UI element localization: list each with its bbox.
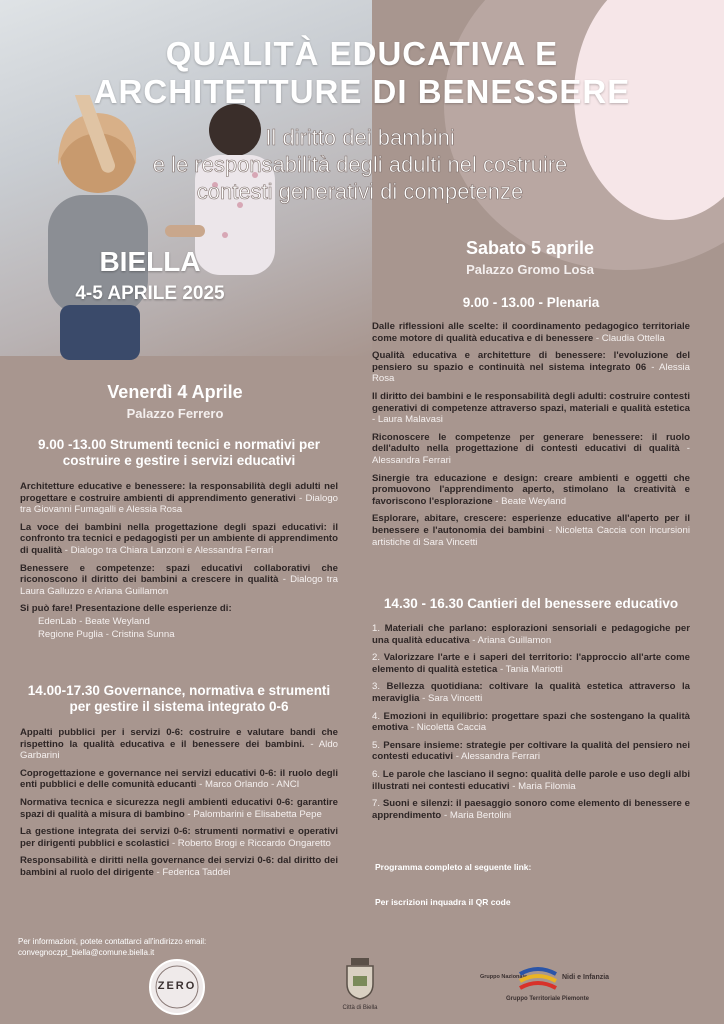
experience-item: Regione Puglia - Cristina Sunna: [38, 628, 175, 640]
program-item: Esplorare, abitare, crescere: esperienze educative all'aperto per il benessere e l'autonomia dei bambini - Nicoletta Caccia con incursioni artistiche di Sara Vincetti: [372, 513, 690, 548]
subtitle-line3: contesti generativi di competenze: [196, 179, 524, 204]
zero-logo: [148, 958, 206, 1016]
group-logo-left: Gruppo Nazionale: [480, 974, 528, 980]
workshop-item: 3. Bellezza quotidiana: coltivare la qualità estetica attraverso la meraviglia - Sara Vincetti: [372, 681, 690, 704]
group-logo-sub: Gruppo Territoriale Piemonte: [506, 996, 589, 1002]
workshop-item: 1. Materiali che parlano: esplorazioni sensoriali e pedagogiche per una qualità educativa - Ariana Guillamon: [372, 623, 690, 646]
subtitle-line1: Il diritto dei bambini: [265, 125, 455, 150]
saturday-session1: [372, 295, 690, 554]
experiences-block: [20, 603, 338, 640]
saturday-session1-title: 9.00 - 13.00 - Plenaria: [462, 295, 600, 310]
city-crest-icon: [343, 956, 377, 1000]
friday-session1-title: 9.00 -13.00 Strumenti tecnici e normativi per costruire e gestire i servizi educativi: [37, 437, 321, 468]
workshop-item: 2. Valorizzare l'arte e i saperi del territorio: l'approccio all'arte come elemento di qualità estetica - Tania Mariotti: [372, 652, 690, 675]
workshop-item: 4. Emozioni in equilibrio: progettare spazi che sostengano la qualità emotiva - Nicoletta Caccia: [372, 710, 690, 734]
program-item: Architetture educative e benessere: la responsabilità degli adulti nel progettare e costruire ambienti di apprendimento generativi - Dialogo tra Giovanni Fumagalli e Alessia Rosa: [20, 481, 339, 516]
program-item: Normativa tecnica e sicurezza negli ambienti educativi 0-6: garantire spazi di qualità a misura di bambino - Palombarini e Elisabetta Pepe: [20, 796, 338, 820]
contact-line: Per informazioni, potete contattarci all'indirizzo email:: [18, 937, 207, 946]
program-item: Responsabilità e diritti nella governance dei servizi 0-6: dal diritto dei bambini al ruolo del dirigente - Federica Taddei: [20, 855, 338, 878]
friday-day: Venerdì 4 Aprile: [107, 382, 243, 402]
experience-item: EdenLab - Beate Weyland: [38, 615, 150, 627]
saturday-session2-title: 14.30 - 16.30 Cantieri del benessere educativo: [383, 596, 679, 611]
city-name: BIELLA: [99, 246, 201, 277]
contact-info: [18, 936, 206, 958]
program-item: Qualità educativa e architetture di benessere: l'evoluzione del pensiero su spazio e continuità nel sistema integrato 06 - Alessia Rosa: [372, 350, 690, 385]
friday-session2: [20, 683, 338, 885]
program-item: Benessere e competenze: spazi educativi collaborativi che riconoscono il diritto dei bambini a crescere in qualità - Dialogo tra Laura Galluzzo e Ariana Guillamon: [20, 562, 338, 597]
event-dates: 4-5 APRILE 2025: [75, 283, 225, 304]
saturday-place: Palazzo Gromo Losa: [466, 262, 594, 277]
workshop-item: 6. Le parole che lasciano il segno: qualità delle parole e uso degli albi illustrati nei contesti educativi - Maria Filomia: [372, 768, 690, 792]
program-item: Il diritto dei bambini e le responsabilità degli adulti: costruire contesti generativi di competenze attraverso spazi, materiali e qualità estetica - Laura Malavasi: [372, 390, 690, 426]
friday-header: [20, 382, 330, 421]
registration-text: Per iscrizioni inquadra il QR code: [375, 897, 511, 907]
program-item: Dalle riflessioni alle scelte: il coordinamento pedagogico territoriale come motore di qualità educativa e di benessere - Claudia Ottella: [372, 321, 690, 344]
group-logo: [480, 962, 640, 1012]
program-item: La gestione integrata dei servizi 0-6: strumenti normativi e operativi per dirigenti pubblici e scolastici - Roberto Brogi e Riccardo Ongaretto: [20, 826, 338, 849]
main-title-line1: QUALITÀ EDUCATIVA E: [165, 35, 559, 72]
program-item: Riconoscere le competenze per generare benessere: il ruolo dell'adulto nella progettazione di contesti educativi di qualità - Alessandra Ferrari: [372, 431, 690, 466]
program-item: Appalti pubblici per i servizi 0-6: costruire e valutare bandi che rispettino la qualità educativa e il benessere dei bambini. - Aldo Garbarini: [20, 727, 338, 762]
workshop-item: 7. Suoni e silenzi: il paesaggio sonoro come elemento di benessere e apprendimento - Maria Bertolini: [372, 798, 691, 821]
saturday-session2: [372, 596, 690, 827]
program-item: Sinergie tra educazione e design: creare ambienti e oggetti che promuovono l'apprendimento aperto, stimolano la creatività e favoriscono l'esplorazione - Beate Weyland: [372, 472, 690, 507]
city-logo: [330, 956, 390, 1020]
contact-email[interactable]: convegnoczpt_biella@comune.biella.it: [18, 948, 155, 957]
workshop-item: 5. Pensare insieme: strategie per coltivare la qualità del pensiero nei contesti educativi - Alessandra Ferrari: [372, 739, 690, 763]
program-link-text[interactable]: Programma completo al seguente link:: [375, 862, 532, 872]
subtitle-line2: e le responsabilità degli adulti nel costruire: [152, 152, 568, 177]
group-logo-mark: [518, 966, 558, 994]
main-title-line2: ARCHITETTURE DI BENESSERE: [93, 73, 631, 110]
city-logo-text: Città di Biella: [342, 1005, 378, 1011]
experiences-title: Si può fare! Presentazione delle esperienze di:: [20, 603, 232, 615]
group-logo-name: Nidi e Infanzia: [562, 974, 610, 981]
program-item: La voce dei bambini nella progettazione degli spazi educativi: il confronto tra tecnici e pedagogisti per un ambiente di apprendimento di qualità - Dialogo tra Chiara Lanzoni e Alessandra Ferrari: [20, 521, 338, 556]
friday-place: Palazzo Ferrero: [126, 406, 224, 421]
saturday-day: Sabato 5 aprile: [465, 238, 595, 258]
program-item: Coprogettazione e governance nei servizi educativi 0-6: il ruolo degli enti pubblici e delle comunità educanti - Marco Orlando - ANCI: [20, 767, 338, 791]
zero-logo-text: ZERO: [157, 980, 197, 992]
friday-session1: [20, 437, 338, 646]
friday-session2-title: 14.00-17.30 Governance, normativa e strumenti per gestire il sistema integrato 0-6: [27, 683, 331, 714]
saturday-header: [385, 238, 675, 277]
